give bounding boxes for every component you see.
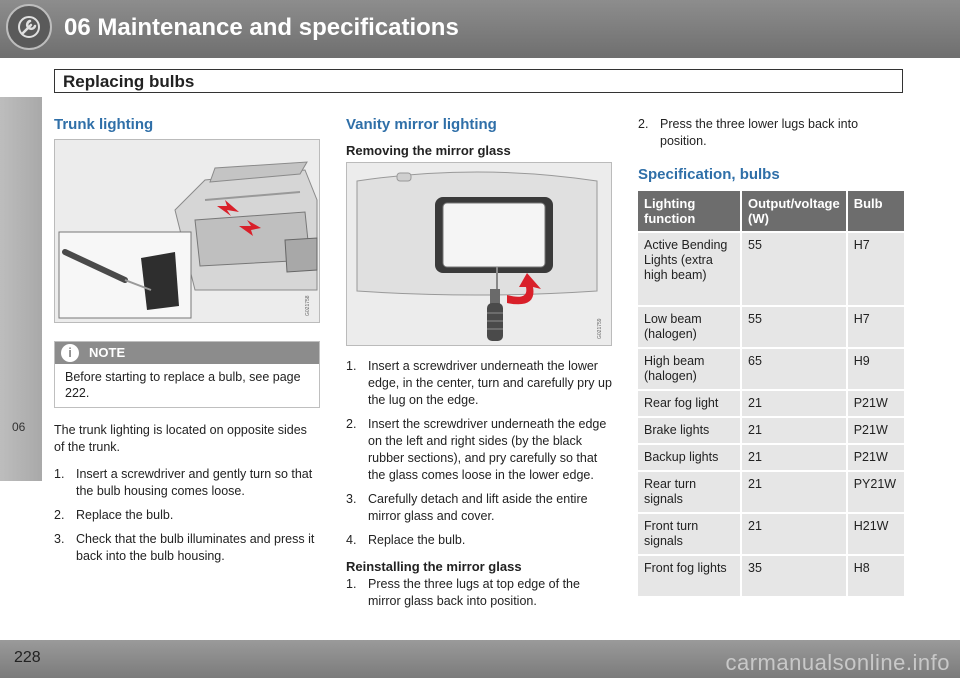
- vanity-mirror-figure: [346, 162, 612, 346]
- table-cell: 21: [742, 391, 848, 416]
- table-header-row: [638, 191, 904, 231]
- trunk-lighting-heading: Trunk lighting: [54, 116, 154, 133]
- wrench-gear-icon: [6, 4, 52, 50]
- table-cell: Rear turn signals: [638, 472, 742, 512]
- reinstalling-mirror-steps: [346, 576, 612, 610]
- table-cell: 35: [742, 556, 848, 596]
- table-row: [638, 418, 904, 443]
- trunk-intro: The trunk lighting is located on opposite sides of the trunk.: [54, 423, 307, 454]
- spec-bulbs-table: [638, 189, 904, 598]
- table-cell: Low beam (halogen): [638, 307, 742, 347]
- section-header: [54, 69, 903, 93]
- table-cell: 55: [742, 307, 848, 347]
- page-number: 228: [14, 649, 41, 666]
- table-cell: 21: [742, 445, 848, 470]
- table-row: [638, 445, 904, 470]
- list-item: 3. Carefully detach and lift aside the entire mirror glass and cover.: [346, 492, 588, 523]
- list-item: 2. Replace the bulb.: [54, 508, 174, 522]
- table-cell: 55: [742, 233, 848, 305]
- trunk-lighting-figure: [54, 139, 320, 323]
- table-cell: 21: [742, 472, 848, 512]
- table-cell: P21W: [848, 445, 904, 470]
- table-row: [638, 307, 904, 347]
- figure-code: G021758: [305, 295, 311, 316]
- table-row: [638, 556, 904, 596]
- list-item: 1. Insert a screwdriver underneath the lower edge, in the center, turn and carefully pry up the lug on the edge.: [346, 359, 612, 407]
- specification-column: [638, 116, 904, 598]
- vanity-mirror-heading: Vanity mirror lighting: [346, 116, 497, 133]
- table-cell: H7: [848, 307, 904, 347]
- note-text: Before starting to replace a bulb, see page 222.: [65, 370, 301, 400]
- note-box: [54, 341, 320, 408]
- note-label: NOTE: [89, 345, 126, 360]
- list-item: 1. Press the three lugs at top edge of the mirror glass back into position.: [346, 577, 580, 608]
- table-cell: Front turn signals: [638, 514, 742, 554]
- table-row: [638, 472, 904, 512]
- trunk-steps: [54, 466, 320, 565]
- removing-mirror-heading: Removing the mirror glass: [346, 143, 511, 158]
- table-cell: 21: [742, 514, 848, 554]
- table-cell: 65: [742, 349, 848, 389]
- chapter-header-bar: [0, 0, 960, 58]
- list-item: 3. Check that the bulb illuminates and press it back into the bulb housing.: [54, 532, 315, 563]
- reinstalling-mirror-steps-continued: [638, 116, 904, 150]
- note-header: [55, 342, 319, 364]
- table-cell: High beam (halogen): [638, 349, 742, 389]
- chapter-title: 06 Maintenance and specifications: [64, 14, 459, 41]
- reinstalling-mirror-heading: Reinstalling the mirror glass: [346, 559, 522, 574]
- table-row: [638, 391, 904, 416]
- table-cell: H8: [848, 556, 904, 596]
- table-row: [638, 514, 904, 554]
- table-row: [638, 349, 904, 389]
- list-item: 2. Insert the screwdriver underneath the edge on the left and right sides (by the black rubber sections), and pry carefully so that the glass comes loose in the lower edge.: [346, 417, 607, 482]
- watermark: carmanualsonline.info: [725, 650, 950, 675]
- table-cell: Front fog lights: [638, 556, 742, 596]
- table-cell: Backup lights: [638, 445, 742, 470]
- col-output-voltage: Output/voltage (W): [742, 191, 848, 231]
- trunk-lighting-column: [54, 116, 320, 572]
- col-bulb: Bulb: [848, 191, 904, 231]
- vanity-mirror-column: [346, 116, 612, 617]
- spec-bulbs-heading: Specification, bulbs: [638, 166, 780, 183]
- table-cell: H21W: [848, 514, 904, 554]
- table-cell: Rear fog light: [638, 391, 742, 416]
- figure-code: G021759: [597, 318, 603, 339]
- table-cell: H9: [848, 349, 904, 389]
- removing-mirror-steps: [346, 358, 612, 549]
- table-cell: Active Bending Lights (extra high beam): [638, 233, 742, 305]
- side-tab-label: 06: [12, 420, 26, 434]
- col-lighting-function: Lighting function: [638, 191, 742, 231]
- table-cell: 21: [742, 418, 848, 443]
- list-item: 1. Insert a screwdriver and gently turn so that the bulb housing comes loose.: [54, 467, 313, 498]
- table-row: [638, 233, 904, 305]
- table-cell: P21W: [848, 391, 904, 416]
- section-title: Replacing bulbs: [63, 72, 195, 91]
- list-item: 2. Press the three lower lugs back into position.: [638, 117, 859, 148]
- info-icon: i: [61, 344, 79, 362]
- list-item: 4. Replace the bulb.: [346, 533, 466, 547]
- table-cell: Brake lights: [638, 418, 742, 443]
- table-cell: H7: [848, 233, 904, 305]
- table-cell: P21W: [848, 418, 904, 443]
- table-cell: PY21W: [848, 472, 904, 512]
